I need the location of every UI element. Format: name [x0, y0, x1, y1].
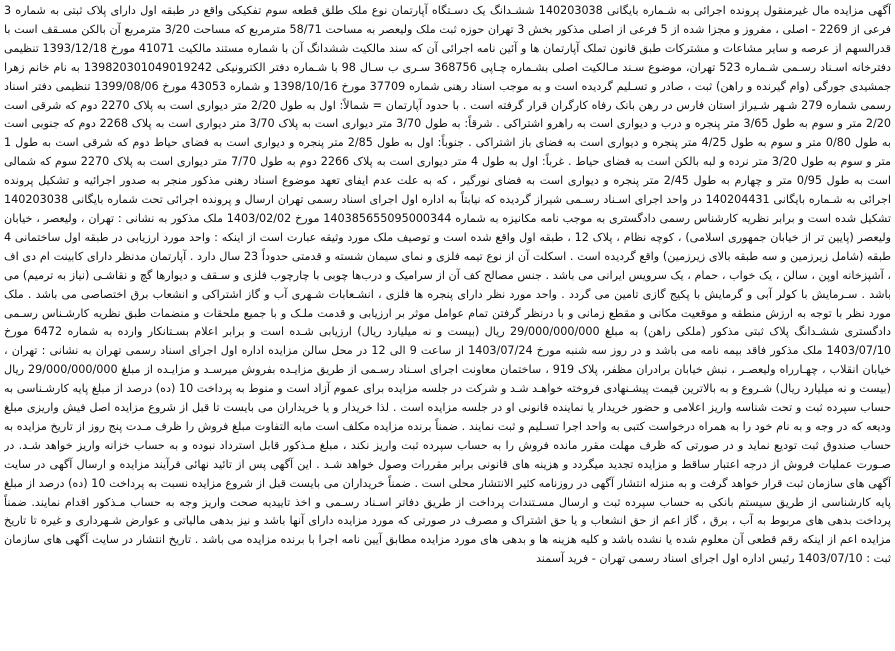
auction-notice-document [4, 2, 891, 649]
auction-notice-text: آگهی مزایده مال غیرمنقول پرونده اجرائی به شـماره بایگانی 140203038 ششـدانگ یک دسـتگاه آپارتمان نوع ملک طلق قطعه سوم تفکیکی واقع در طبقه اول دارای پلاک ثبتی به شماره 3 فرعی از 2269 - اصلی ، مفروز و مجزا شده از 5 فرعی از اصلی مذکور بخش 3 تهران حوزه ثبت ملک ولیعصر به مساحت 58/71 مترمربع که مساحت 3/20 مترمربع آن بالکن مسـقف است با قدرالسهم از عرصه و سایر مشاعات و مشترکات طبق قانون تملک آپارتمان ها و آئین نامه اجرائی آن که سند مالکیت ششدانگ آن با شماره مستند مالکیت 41071 مورخ 1393/12/18 تنظیمی دفترخانه اسـناد رسـمی شـماره 523 تهران، موضوع سـند مـالکیت اصلی بشـماره چـاپی 368756 سـری ب سـال 98 با شـماره دفتر الکترونیکی 139820301049019242 به نام خانم زهرا جمشیدی جورگی (وام گیرنده و راهن) ثبت ، صادر و تسـلیم گردیده است و به موجب اسناد رهنی شماره 37709 مورخ 1398/10/16 و شماره 43053 مورخ 1399/08/06 تنظیمی دفتر اسناد رسمی شماره 279 شـهر شـیراز استان فارس در رهن بانک رفاه کارگران قرار گرفته است . با حدود آپارتمان = شمالاً: اول به طول 2/20 متر دیواری است به پلاک 2270 دوم که شرقی است 2/20 متر و سوم به طول 3/65 متر پنجره و درب و دیواری است به راهرو اشتراکی . شرقاً: به طول 3/70 متر دیواری است به پلاک 3/70 متر دیواری است به پلاک 2268 دوم که جنوبی است به طول 0/80 متر و سوم به طول 4/25 متر پنجره و دیواری است به فضای باز اشتراکی . جنوباً: اول به طول 2/85 متر پنجره و دیواری است به فضای حیاط دوم که شرقی است به طول 1 متر و سوم به طول 3/20 متر نرده و لبه بالکن است به فضای حیاط . غرباً: اول به طول 4 متر دیواری است به پلاک 2266 دوم به طول 7/70 متر دیواری است به پلاک 2270 سوم که شمالی است به طول 0/95 متر و چهارم به طول 2/45 متر پنجره و دیواری است به فضای نورگیر ، که به علت عدم ایفای تعهد موضوع اسناد رهنی مذکور منجر به صدور اجرائیه و تشکیل پرونده اجرائی به شـماره بایگانی 140204431 در واحد اجرای اسـناد رسـمی شیراز گردیده که نیابتاً به اداره اول اجرای اسناد رسمی تهران ارسال و پرونده اجرائی تحت شماره بایگانی 140203038 تشکیل شده است و برابر نظریه کارشناس رسمی دادگستری به موجب نامه مکانیزه به شماره 140385655095000344 مورخ 1403/02/02 ملک مذکور به نشانی : تهران ، ولیعصر ، خیابان ولیعصر (پایین تر از خیابان جمهوری اسلامی) ، کوچه نظام ، پلاک 12 ، طبقه اول واقع شده است و توصیف ملک مورد وثیقه عبارت است از اینکه : واحد مورد ارزیابی در طبقه اول ساختمانی 4 طبقه (شامل زیرزمین و سه طبقه بالای زیرزمین) واقع گردیده است . اسکلت آن از نوع تیمه فلزی و نمای سیمان شسته و قدمتی حدوداً 23 سال دارد . آپارتمان مدنظر دارای کابینت ام دی اف ، آشپزخانه اوپن ، سالن ، یک خواب ، حمام ، یک سرویس ایرانی می باشد . جنس مصالح کف آن از سرامیک و درب‌ها چوبی با چارچوب فلزی و سـقف و دیوارها گچ و نقاشـی (نیاز به ترمیم) می باشد . سـرمایش با کولر آبی و گرمایش با پکیج گازی تامین می گردد . واحد مورد نظر دارای پنجره ها فلزی ، انشـعابات شـهری آب و گاز اشتراکی و انشعاب برق اختصاصی می باشد . ملک مورد نظر با توجه به ارزش منطقه و موقعیت مکانی و مقطع زمانی و با درنظر گرفتن تمام عوامل موثر بر ارزیابی و قدمت ملـک و با جمیع ملحقات و منضمات طبق نظریه کارشـناس رسـمی دادگستری ششـدانگ پلاک ثبتی مذکور (ملکی راهن) به مبلغ 29/000/000/000 ریال (بیست و نه میلیارد ریال) ارزیابی شـده است و برابر اعلام بسـتانکار وارده به شماره 6472 مورخ 1403/07/10 ملک مذکور فاقد بیمه نامه می باشد و در روز سه شنبه مورخ 1403/07/24 از ساعت 9 الی 12 در محل سالن مزایده اداره اول اجرای اسناد رسمی تهران به نشانی : تهران ، خیابان انقلاب ، چهـارراه ولیعصـر ، نبش خیابان برادران مظفر، پلاک 919 ، ساختمان معاونت اجرای اسـناد رسـمی از طریق مزایـده بفروش میرسـد و مزایـده از مبلغ 29/000/000/000 ریال (بیست و نه میلیارد ریال) شـروع و به بالاترین قیمت پیشـنهادی فروخته خواهـد شـد و شرکت در جلسه مزایده برای عموم آزاد است و منوط به پرداخت 10 (ده) درصد از مبلغ پایه کارشـناسی به حساب سپرده ثبت و تحت شناسه واریز اعلامی و حضور خریدار یا نماینده قانونی او در جلسه مزایده است . لذا خریدار و یا خریداران می بایست تا قبل از شروع مزایده اصل فیش واریزی مبلغ ودیعه که در وجه و به نام خود را به همراه درخواست کتبی به واحد اجرا تسـلیم و ثبت نمایند . ضمناً برنده مزایده مکلف است مابه التفاوت مبلغ فروش را ظرف مـدت پنج روز از تاریخ مزایده به حساب صندوق ثبت تودیع نماید و در صورتی که ظرف مهلت مقرر مانده فروش را به حساب سپرده ثبت واریز نکند ، مبلغ مـذکور قابل استرداد نبوده و به حساب خزانه واریز خواهد شـد. در صـورت عملیات فروش از درجه اعتبار ساقط و مزایده تجدید میگردد و هزینه های قانونی برابر مقررات وصول خواهد شـد . این آگهی پس از تائید نهائی فرآیند مزایده و ارسال آگهی در سایت آگهی های سازمان ثبت قرار خواهد گرفت و به منزله انتشار آگهی در روزنامه کثیر الانتشار محلی است . ضمناً خریداران می بایست قبل از شروع مزایده نسبت به پرداخت 10 (ده) درصد از مبلغ پایه کارشناسی از طریق سیستم بانکی به حساب سپرده ثبت و ارسال مسـتندات پرداخت از طریق دفاتر اسـناد رسـمی و اخذ تاییدیه صحت واریز وجه به حساب مـذکور اقدام نمایند. ضمناً پرداخت بدهی های مربوط به آب ، برق ، گاز اعم از حق انشعاب و یا حق اشتراک و مصرف در صورتی که مورد مزایده دارای آنها باشد و نیز بدهی مالیاتی و عوارض شـهرداری و غیره تا تاریخ مزایده اعم از اینکه رقم قطعی آن معلوم شده یا نشده باشد و کلیه هزینه ها و بدهی های مورد مزایده مطابق آیین نامه اجرا با برنده مزایده می باشد . تاریخ انتشار در سایت آگهی های سازمان ثبت : 1403/07/10 رئیس اداره اول اجرای اسناد رسمی تهران - فرید آسمند [4, 4, 891, 566]
